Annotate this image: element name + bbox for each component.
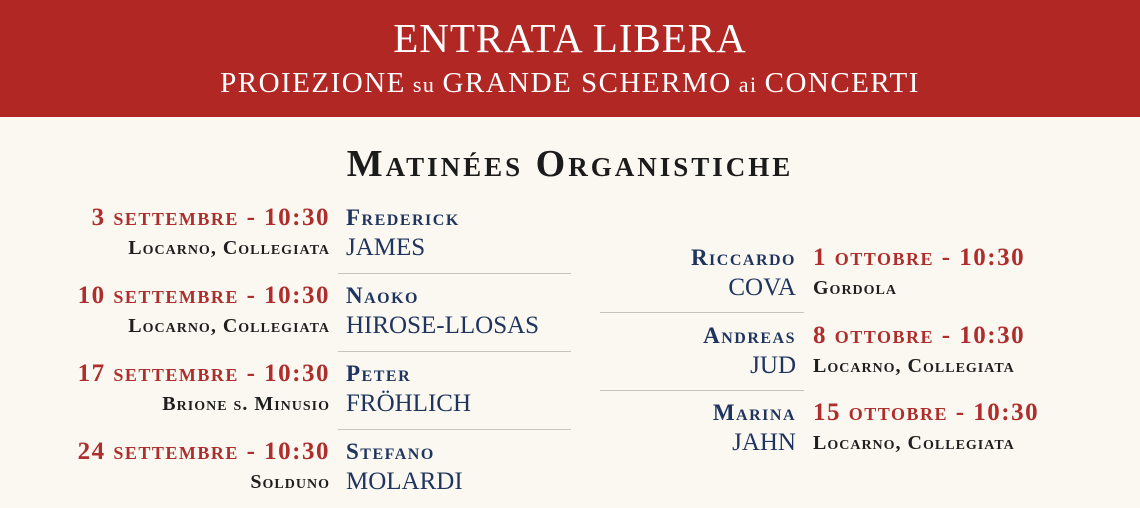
performer-first-name: Marina: [712, 400, 796, 425]
performer-first-name: Frederick: [346, 205, 460, 230]
event-date-location: [0, 437, 330, 497]
subtitle-word: PROIEZIONE: [220, 67, 406, 99]
performer-last-name: FRÖHLICH: [346, 390, 472, 417]
event-location: Solduno: [250, 471, 330, 493]
divider: [338, 429, 571, 430]
event-date-location: [813, 321, 1025, 381]
event-date-location: [0, 203, 330, 263]
performer: [600, 398, 796, 458]
performer-last-name: JAMES: [346, 234, 426, 261]
event-date: 17 settembre - 10:30: [77, 360, 330, 387]
subtitle-word: su: [405, 72, 443, 97]
performer: [346, 203, 460, 263]
divider: [338, 273, 571, 274]
subtitle-word: ai: [731, 72, 765, 97]
performer: [600, 243, 796, 303]
event-date-location: [0, 281, 330, 341]
event-date: 15 ottobre - 10:30: [813, 399, 1040, 426]
event-date-location: [813, 243, 1025, 303]
performer-last-name: COVA: [728, 274, 796, 301]
performer-first-name: Naoko: [346, 283, 420, 308]
divider: [600, 390, 804, 391]
subtitle-word: CONCERTI: [764, 67, 920, 99]
event-date: 1 ottobre - 10:30: [813, 244, 1026, 271]
performer-first-name: Peter: [346, 361, 412, 386]
performer: [346, 281, 539, 341]
section-title: Matinées Organistiche: [346, 143, 794, 185]
header-banner: [0, 0, 1140, 117]
divider: [600, 312, 804, 313]
subtitle-word: GRANDE SCHERMO: [442, 67, 732, 99]
performer-last-name: JAHN: [732, 429, 796, 456]
performer-last-name: MOLARDI: [346, 468, 463, 495]
event-location: Brione s. Minusio: [162, 393, 330, 415]
event-location: Locarno, Collegiata: [813, 432, 1015, 454]
event-location: Locarno, Collegiata: [813, 355, 1015, 377]
event-date: 10 settembre - 10:30: [77, 282, 330, 309]
event-location: Gordola: [813, 277, 898, 299]
performer: [346, 359, 471, 419]
event-date-location: [0, 359, 330, 419]
banner-subtitle: [0, 67, 1140, 101]
performer-first-name: Riccardo: [690, 245, 796, 270]
event-date: 8 ottobre - 10:30: [813, 322, 1026, 349]
performer: [600, 321, 796, 381]
performer-first-name: Stefano: [346, 439, 435, 464]
performer: [346, 437, 463, 497]
event-date-location: [813, 398, 1039, 458]
performer-last-name: JUD: [750, 352, 796, 379]
performer-last-name: HIROSE-LLOSAS: [346, 312, 540, 339]
banner-title: ENTRATA LIBERA: [393, 15, 747, 61]
event-location: Locarno, Collegiata: [128, 315, 330, 337]
divider: [338, 351, 571, 352]
event-location: Locarno, Collegiata: [128, 237, 330, 259]
event-date: 24 settembre - 10:30: [77, 438, 330, 465]
event-date: 3 settembre - 10:30: [91, 204, 330, 231]
performer-first-name: Andreas: [703, 323, 796, 348]
